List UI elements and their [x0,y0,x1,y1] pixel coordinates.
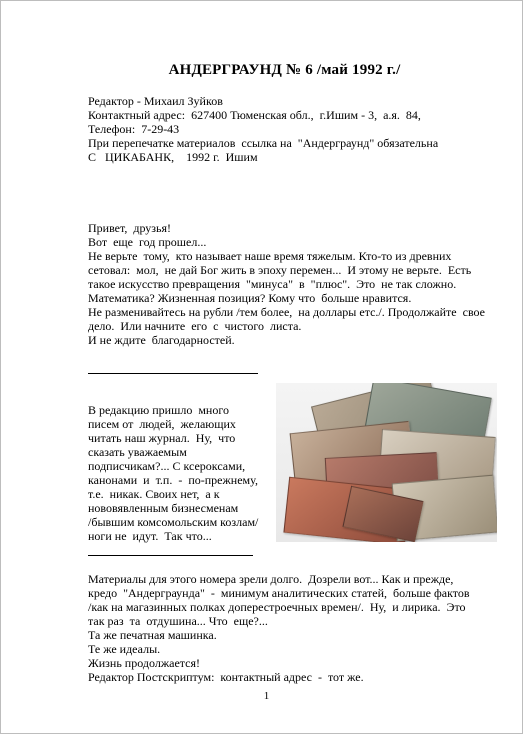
imprint-address: Контактный адрес: 627400 Тюменская обл., г.Ишим - 3, а.я. 84, [88,108,421,122]
sidebar-line: /бывшим комсомольским козлам/ [88,515,259,529]
closing-line: Жизнь продолжается! [88,656,200,670]
sidebar-line: читать наш журнал. Ну, что [88,431,236,445]
sidebar-line: ноги не идут. Так что... [88,529,212,543]
page-number: 1 [263,690,270,702]
imprint-editor: Редактор - Михаил Зуйков [88,94,223,108]
intro-line: И не ждите благодарностей. [88,333,235,347]
banknotes-photo [276,383,497,542]
sidebar-line: нововявленным бизнесменам [88,501,239,515]
intro-line: Не разменивайтесь на рубли /тем более, на доллары етс./. Продолжайте свое [88,305,485,319]
intro-line: сетовал: мол, не дай Бог жить в эпоху перемен... И этому не верьте. Есть [88,263,472,277]
closing-line: Та же печатная машинка. [88,628,217,642]
intro-line: такое искусство превращения "минуса" в "плюс". Это не так сложно. [88,277,457,291]
intro-line: Привет, друзья! [88,221,172,235]
intro-line: дело. Или начните его с чистого листа. [88,319,302,333]
imprint-phone: Телефон: 7-29-43 [88,122,180,136]
section-divider [88,555,253,556]
page-title: АНДЕРГРАУНД № 6 /май 1992 г./ [168,62,401,78]
sidebar-line: В редакцию пришло много [88,403,229,417]
sidebar-line: писем от людей, желающих [88,417,236,431]
imprint-reprint-notice: При перепечатке материалов ссылка на "Андерграунд" обязательна [88,136,439,150]
intro-line: Математика? Жизненная позиция? Кому что больше нравится. [88,291,412,305]
closing-line: кредо "Андерграунда" - минимум аналитических статей, больше фактов [88,586,470,600]
sidebar-line: подписчикам?... С ксероксами, [88,459,246,473]
closing-line: так раз та отдушина... Что еще?... [88,614,268,628]
closing-line: /как на магазинных полках доперестроечных времен/. Ну, и лирика. Это [88,600,466,614]
closing-line: Редактор Постскриптум: контактный адрес - тот же. [88,670,364,684]
intro-line: Не верьте тому, кто называет наше время тяжелым. Кто-то из древних [88,249,452,263]
sidebar-line: т.е. никак. Своих нет, а к [88,487,220,501]
sidebar-line: сказать уважаемым [88,445,187,459]
intro-line: Вот еще год прошел... [88,235,207,249]
sidebar-line: канонами и т.п. - по-прежнему, [88,473,258,487]
section-divider [88,373,258,374]
closing-line: Те же идеалы. [88,642,161,656]
imprint-copyright: С ЦИКАБАНК, 1992 г. Ишим [88,150,258,164]
closing-line: Материалы для этого номера зрели долго. Дозрели вот... Как и прежде, [88,572,454,586]
